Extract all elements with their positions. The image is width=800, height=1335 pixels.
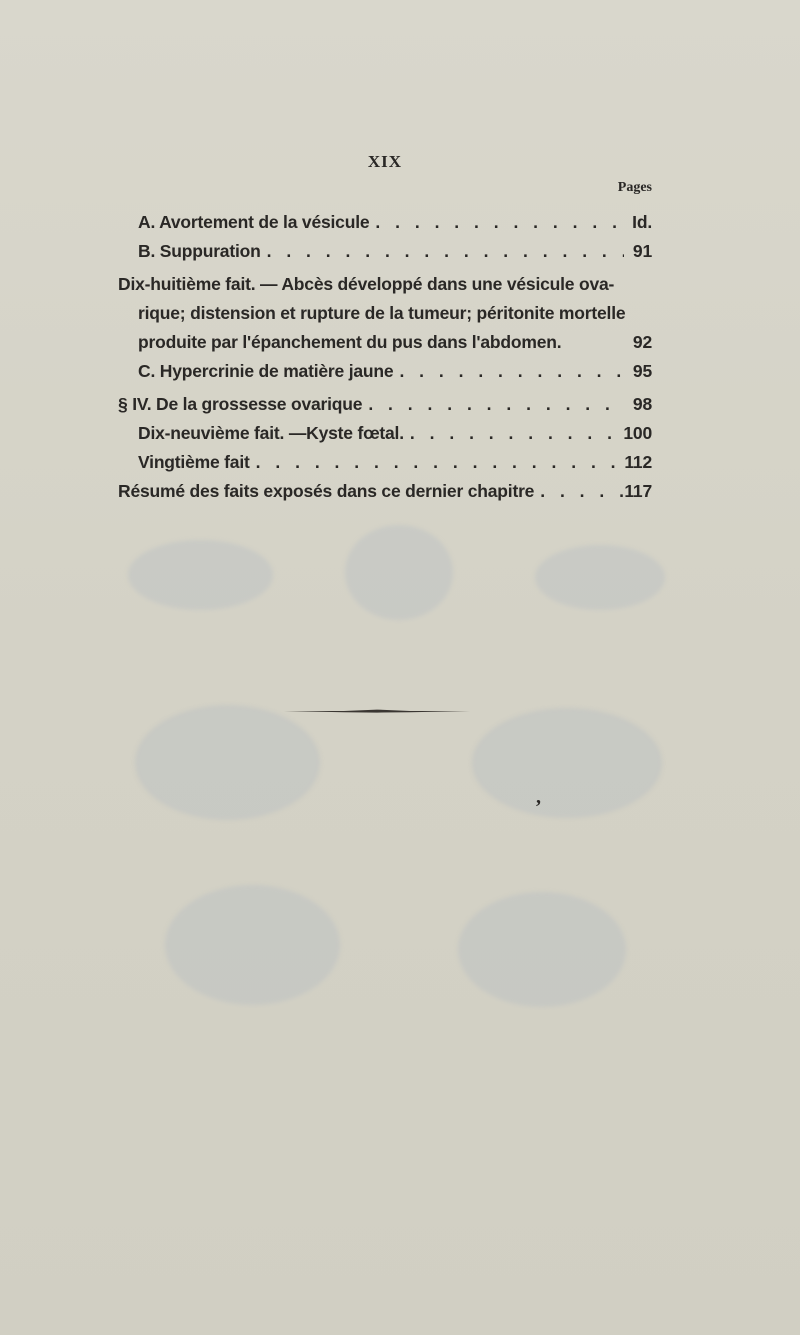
- dot-leader: [534, 477, 624, 506]
- toc-entry-page: 112: [624, 452, 652, 472]
- toc-entry-title: Résumé des faits exposés dans ce dernier chapitre: [118, 481, 535, 501]
- table-of-contents: [118, 208, 652, 506]
- toc-entry-page: 98: [632, 394, 652, 414]
- toc-entry-multiline: [118, 270, 652, 357]
- show-through-shape: [535, 545, 665, 610]
- toc-entry: [118, 357, 652, 386]
- toc-entry: [118, 477, 652, 506]
- toc-entry-title-line: Dix-huitième fait. — Abcès développé dans une vésicule ova-: [118, 274, 615, 294]
- dot-leader: [404, 419, 624, 448]
- dot-leader: [250, 448, 624, 477]
- end-ornament-rule: [284, 709, 470, 713]
- show-through-shape: [472, 708, 662, 818]
- toc-entry-page: 117: [624, 481, 652, 501]
- toc-entry-title: Dix-neuvième fait. —Kyste fœtal.: [138, 423, 404, 443]
- show-through-shape: [128, 540, 273, 610]
- dot-leader: [261, 237, 624, 266]
- toc-entry-title: B. Suppuration: [138, 241, 261, 261]
- dot-leader: [362, 390, 624, 419]
- dot-leader: [369, 208, 624, 237]
- dot-leader: [393, 357, 624, 386]
- toc-entry: [118, 448, 652, 477]
- toc-entry-title-line: rique; distension et rupture de la tumeur; péritonite mortelle: [138, 303, 626, 323]
- toc-entry: [118, 419, 652, 448]
- toc-entry-page: 100: [623, 423, 652, 443]
- toc-entry-title: § IV. De la grossesse ovarique: [118, 394, 363, 414]
- toc-entry: [118, 390, 652, 419]
- show-through-shape: [135, 705, 320, 820]
- toc-entry-page: 95: [632, 361, 652, 381]
- toc-entry-page: Id.: [632, 212, 652, 232]
- toc-entry-title: Vingtième fait: [138, 452, 250, 472]
- show-through-shape: [458, 892, 626, 1007]
- pages-column-label: Pages: [617, 180, 652, 195]
- toc-entry: [118, 208, 652, 237]
- show-through-shape: [165, 885, 340, 1005]
- show-through-shape: [345, 525, 453, 620]
- page-number-roman: XIX: [367, 152, 403, 171]
- ink-blot-mark: ,: [536, 786, 541, 808]
- toc-entry-page: 92: [632, 332, 652, 352]
- toc-entry: [118, 237, 652, 266]
- toc-entry-title: A. Avortement de la vésicule: [138, 212, 370, 232]
- toc-entry-page: 91: [632, 241, 652, 261]
- toc-entry-title-line: produite par l'épanchement du pus dans l'abdomen.: [138, 332, 562, 352]
- toc-entry-title: C. Hypercrinie de matière jaune: [138, 361, 394, 381]
